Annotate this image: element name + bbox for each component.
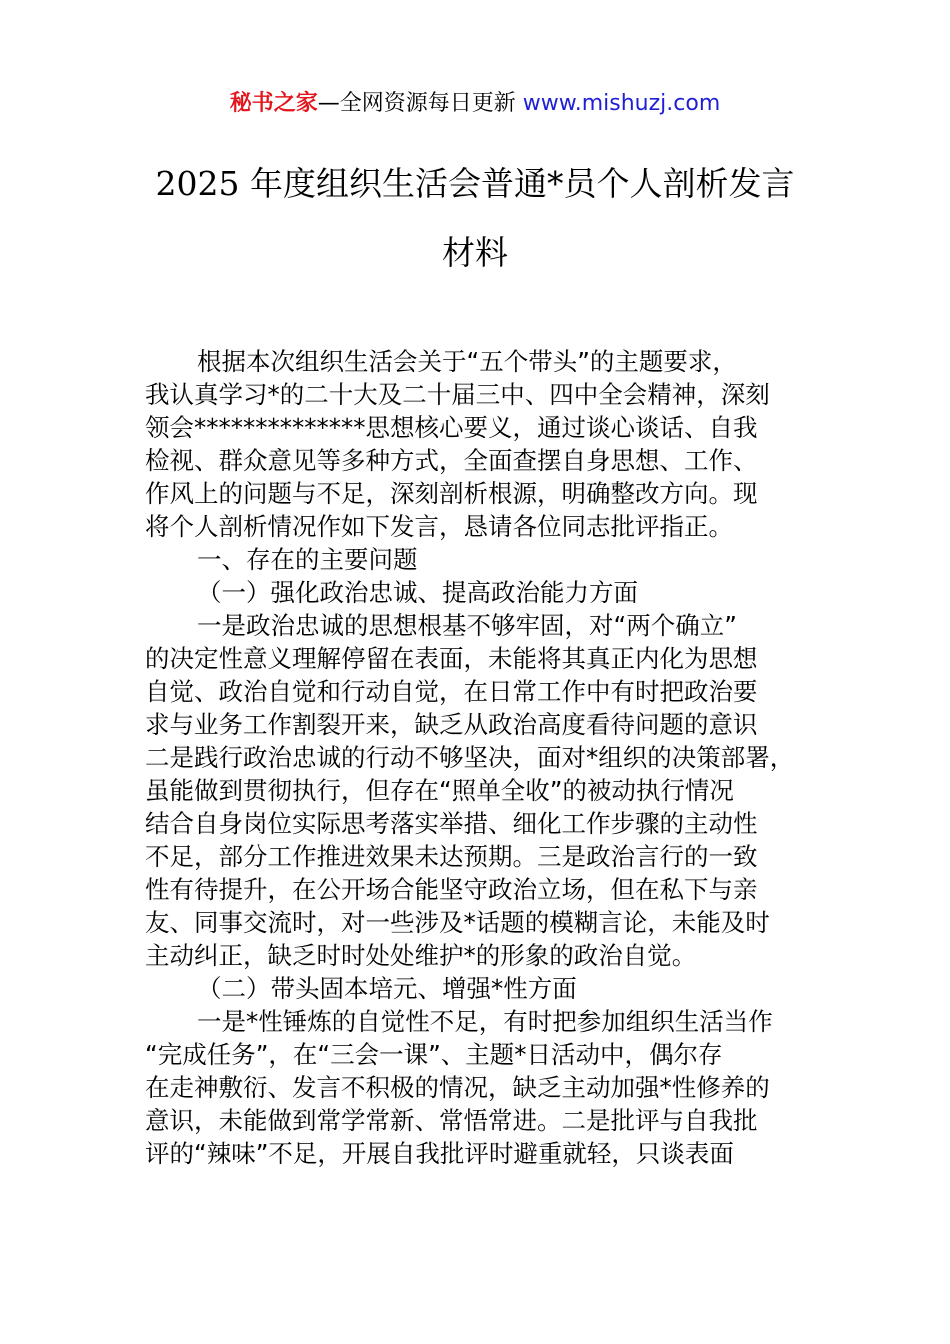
site-header xyxy=(0,89,950,119)
body-line: 在走神敷衍、发言不积极的情况，缺乏主动加强*性修养的 xyxy=(145,1073,770,1102)
body-line: 性有待提升，在公开场合能坚守政治立场，但在私下与亲 xyxy=(145,875,758,904)
body-line: 一是政治忠诚的思想根基不够牢固，对“两个确立” xyxy=(197,611,737,640)
body-line: 评的“辣味”不足，开展自我批评时避重就轻，只谈表面 xyxy=(145,1139,734,1168)
body-line: 我认真学习*的二十大及二十届三中、四中全会精神，深刻 xyxy=(145,380,770,409)
document-body xyxy=(145,345,807,1170)
body-line: 作风上的问题与不足，深刻剖析根源，明确整改方向。现 xyxy=(145,479,758,508)
body-line: 结合自身岗位实际思考落实举措、细化工作步骤的主动性 xyxy=(145,809,758,838)
body-line: 将个人剖析情况作如下发言，恳请各位同志批评指正。 xyxy=(145,512,733,541)
body-line: 主动纠正，缺乏时时处处维护*的形象的政治自觉。 xyxy=(145,941,697,970)
document-title-line-1: 2025 年度组织生活会普通*员个人剖析发言 xyxy=(155,164,795,203)
subsection-heading: （二）带头固本培元、增强*性方面 xyxy=(197,974,577,1003)
body-line: 的决定性意义理解停留在表面，未能将其真正内化为思想 xyxy=(145,644,758,673)
body-line: 意识，未能做到常学常新、常悟常进。二是批评与自我批 xyxy=(145,1106,758,1135)
site-url-link[interactable]: www.mishuzj.com xyxy=(522,91,721,116)
subsection-heading: （一）强化政治忠诚、提高政治能力方面 xyxy=(197,578,638,607)
header-tagline: —全网资源每日更新 xyxy=(317,91,523,116)
body-line: 虽能做到贯彻执行，但存在“照单全收”的被动执行情况 xyxy=(145,776,734,805)
section-heading: 一、存在的主要问题 xyxy=(197,545,418,574)
body-line: 求与业务工作割裂开来，缺乏从政治高度看待问题的意识 xyxy=(145,710,758,739)
body-line: 自觉、政治自觉和行动自觉，在日常工作中有时把政治要 xyxy=(145,677,758,706)
body-line: “完成任务”，在“三会一课”、主题*日活动中，偶尔存 xyxy=(145,1040,723,1069)
body-line: 不足，部分工作推进效果未达预期。三是政治言行的一致 xyxy=(145,842,758,871)
body-line: 领会**************思想核心要义，通过谈心谈话、自我 xyxy=(145,413,758,442)
body-line: 二是践行政治忠诚的行动不够坚决，面对*组织的决策部署， xyxy=(145,743,795,772)
body-line: 根据本次组织生活会关于“五个带头”的主题要求， xyxy=(197,347,737,376)
brand-name: 秘书之家 xyxy=(229,91,318,116)
body-line: 一是*性锤炼的自觉性不足，有时把参加组织生活当作 xyxy=(197,1007,773,1036)
body-line: 友、同事交流时，对一些涉及*话题的模糊言论，未能及时 xyxy=(145,908,770,937)
document-title-line-2: 材料 xyxy=(442,233,508,272)
body-line: 检视、群众意见等多种方式，全面查摆自身思想、工作、 xyxy=(145,446,758,475)
